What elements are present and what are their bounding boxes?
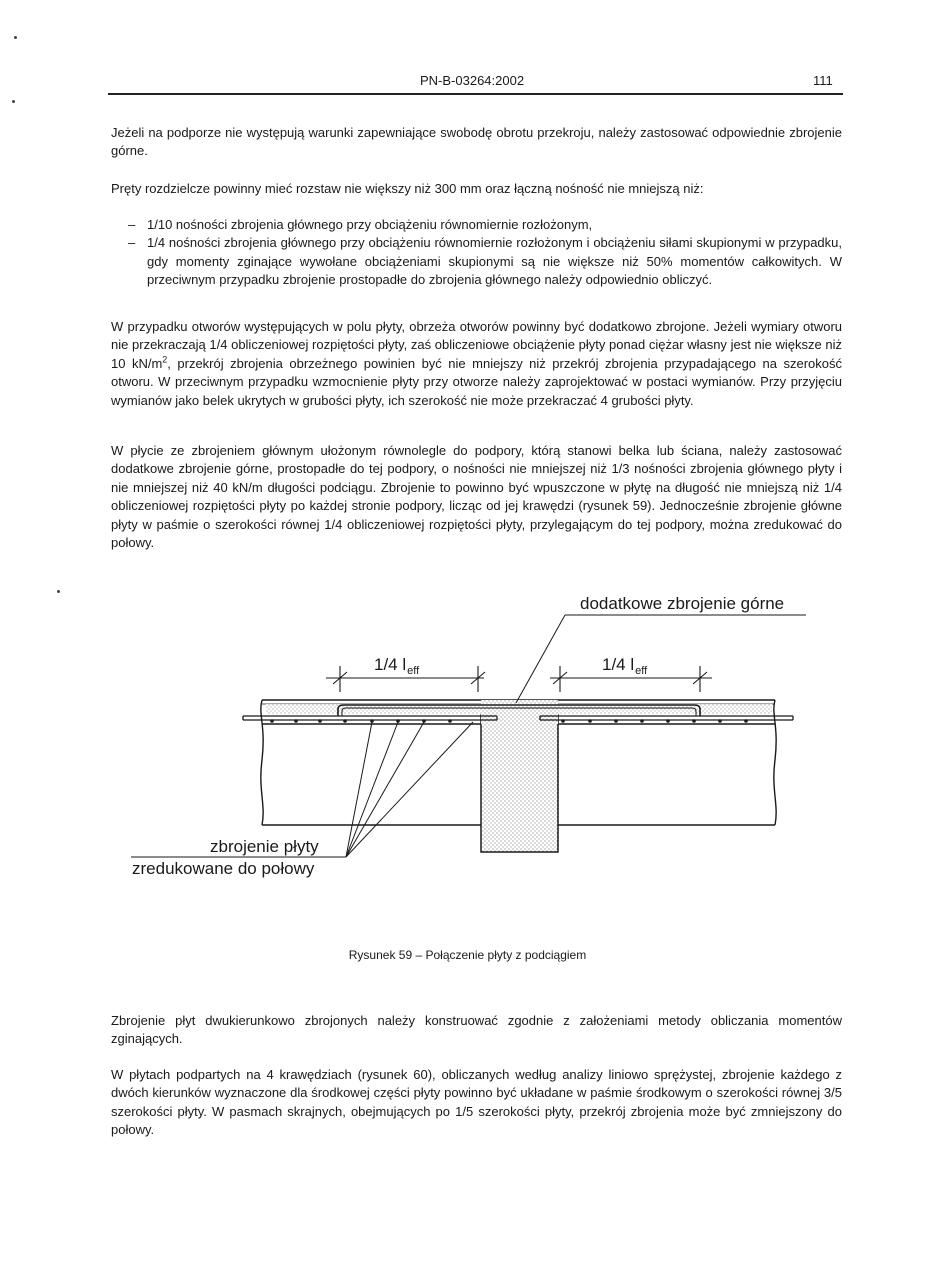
list-item: – 1/10 nośności zbrojenia głównego przy obciążeniu równomiernie rozłożonym, <box>128 216 842 234</box>
dimension-left-main: 1/4 l <box>374 655 407 674</box>
beam-section <box>481 715 558 852</box>
paragraph-two-way-slabs: Zbrojenie płyt dwukierunkowo zbrojonych należy konstruować zgodnie z założeniami metody obliczania momentów zginających. <box>111 1013 842 1047</box>
dimension-left-sub: eff <box>407 665 420 677</box>
paragraph-openings-part1: W przypadku otworów występujących w polu płyty, obrzeża otworów powinny być dodatkowo zbrojone. Jeżeli wymiary otworu nie przekraczają 1/4 obliczeniowej rozpiętości płyty, zaś obliczeniowe obciążenie płyty ponad ciężar własny jest nie większe niż 10 kN/m <box>111 319 842 371</box>
list-item: – 1/4 nośności zbrojenia głównego przy obciążeniu równomiernie rozłożonym i obciążeniu siłami skupionymi w przypadku, gdy momenty zginające wywołane obciążeniami skupionymi są nie większe niż 50% momentów całkowitych. W przeciwnym przypadku zbrojenie prostopadłe do zbrojenia głównego należy odpowiednio obliczyć. <box>128 234 842 289</box>
label-additional-reinforcement: dodatkowe zbrojenie górne <box>580 594 785 613</box>
paragraph-distribution-bars: Pręty rozdzielcze powinny mieć rozstaw nie większy niż 300 mm oraz łączną nośność nie mniejszą niż: <box>111 181 704 196</box>
header-standard-code: PN-B-03264:2002 <box>420 73 525 88</box>
figure-caption: Rysunek 59 – Połączenie płyty z podciągiem <box>348 948 587 962</box>
header-page-number: 111 <box>813 73 833 88</box>
dimension-right-label <box>602 655 648 677</box>
paragraph-support-rotation: Jeżeli na podporze nie występują warunki zapewniające swobodę obrotu przekroju, należy zastosować odpowiednie zbrojenie górne. <box>111 125 842 159</box>
label-slab-reinforcement-line2: zredukowane do połowy <box>132 859 315 878</box>
superscript-2: 2 <box>162 354 168 365</box>
dimension-right-sub: eff <box>635 665 648 677</box>
dimension-right-main: 1/4 l <box>602 655 635 674</box>
paragraph-top-reinforcement: W płycie ze zbrojeniem głównym ułożonym równolegle do podpory, którą stanowi belka lub ściana, należy zastosować dodatkowe zbrojenie górne, prostopadłe do tej podpory, o nośności nie mniejszej niż 1/3 nośności zbrojenia głównego płyty i nie mniejszej niż 40 kN/m długości podciągu. Zbrojenie to powinno być wpuszczone w płytę na długość nie mniejszą niż 1/4 obliczeniowej rozpiętości płyty po każdej stronie podpory, licząc od jej krawędzi (rysunek 59). Jednocześnie zbrojenie główne płyty w paśmie o szerokości równej 1/4 obliczeniowej rozpiętości płyty, przylegającym do tej podpory, można zredukować do połowy. <box>111 443 842 551</box>
paragraph-four-edge-slabs: W płytach podpartych na 4 krawędziach (rysunek 60), obliczanych według analizy liniowo sprężystej, zbrojenie każdego z dwóch kierunków wyznaczone dla środkowej części płyty powinno być układane w paśmie środkowym o szerokości równej 3/5 szerokości płyty. W pasmach skrajnych, obejmujących po 1/5 szerokości płyty, przekrój zbrojenia może być zmniejszony do połowy. <box>111 1067 842 1138</box>
dimension-left-label <box>374 655 420 677</box>
paragraph-openings-part2: , przekrój zbrojenia obrzeżnego powinien być nie mniejszy niż przekrój zbrojenia przypadającego na szerokość otworu. W przeciwnym przypadku wzmocnienie płyty przy otworze należy zaprojektować w postaci wymianów. Przy przyjęciu wymianów jako belek ukrytych w grubości płyty, ich szerokość nie może przekraczać 4 grubości płyty. <box>111 355 842 408</box>
label-slab-reinforcement-line1: zbrojenie płyty <box>210 837 319 856</box>
